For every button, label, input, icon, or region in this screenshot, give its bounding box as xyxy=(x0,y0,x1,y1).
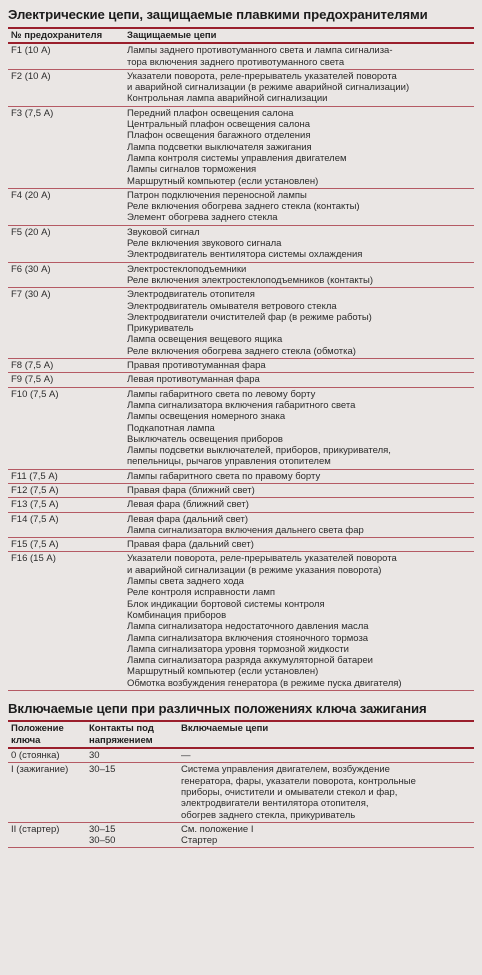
switched-circuits-column-header: Включаемые цепи xyxy=(181,723,269,735)
circuit-line: приборы, очистители и омыватели стекол и фар, xyxy=(181,786,398,798)
ignition-table-body xyxy=(8,748,474,848)
table-row xyxy=(8,483,474,497)
circuit-line: Плафон освещения багажного отделения xyxy=(127,130,311,142)
circuit-line: пепельницы, рычагов управления отопителем xyxy=(127,456,331,468)
fuse-id: F1 (10 А) xyxy=(11,45,51,57)
table-row xyxy=(8,387,474,469)
ignition-table-header xyxy=(8,721,474,748)
circuits-column-header: Защищаемые цепи xyxy=(127,30,217,41)
circuit-line: Лампа контроля системы управления двигателем xyxy=(127,152,347,164)
table-row xyxy=(8,822,474,848)
circuit-line: Маршрутный компьютер (если установлен) xyxy=(127,666,319,678)
circuit-line: Лампы подсветки выключателей, приборов, прикуривателя, xyxy=(127,445,391,457)
circuit-line: Выключатель освещения приборов xyxy=(127,433,283,445)
switched-circuits xyxy=(178,822,474,848)
circuit-line: Лампы сигналов торможения xyxy=(127,164,257,176)
circuit-line: и аварийной сигнализации (в режиме аварийной сигнализации) xyxy=(127,82,410,94)
circuit-line: Маршрутный компьютер (если установлен) xyxy=(127,175,319,187)
table-row xyxy=(8,262,474,288)
circuit-line: Правая противотуманная фара xyxy=(127,360,266,372)
table-row xyxy=(8,552,474,691)
circuit-line: Комбинация приборов xyxy=(127,609,227,621)
circuit-line: Лампа сигнализатора включения дальнего света фар xyxy=(127,524,364,536)
circuit-line: Реле включения электростеклоподъемников (контакты) xyxy=(127,274,373,286)
circuit-line: обогрев заднего стекла, прикуриватель xyxy=(181,809,356,821)
circuit-line: Прикуриватель xyxy=(127,323,194,335)
circuit-line: Правая фара (ближний свет) xyxy=(127,484,255,496)
fuse-id: F7 (30 А) xyxy=(11,289,51,301)
circuit-line: Лампа освещения вещевого ящика xyxy=(127,334,283,346)
position-header-line: Положение xyxy=(11,723,64,735)
protected-circuits xyxy=(124,483,474,497)
protected-circuits xyxy=(124,262,474,288)
table-row xyxy=(8,43,474,69)
key-position: 0 (стоянка) xyxy=(11,750,60,762)
circuit-line: Центральный плафон освещения салона xyxy=(127,119,311,131)
protected-circuits xyxy=(124,387,474,469)
circuit-line: См. положение I xyxy=(181,823,254,835)
contact-line: 30–50 xyxy=(89,835,116,847)
circuit-line: Реле включения обогрева заднего стекла (обмотка) xyxy=(127,345,356,357)
fuse-id: F4 (20 А) xyxy=(11,189,51,201)
circuit-line: Реле включения звукового сигнала xyxy=(127,238,282,250)
circuit-line: Лампы заднего противотуманного света и лампа сигнализа- xyxy=(127,45,393,57)
protected-circuits xyxy=(124,469,474,483)
table-row xyxy=(8,469,474,483)
circuit-line: Стартер xyxy=(181,835,218,847)
contacts-column-header xyxy=(86,721,178,748)
protected-circuits xyxy=(124,373,474,387)
circuit-line: Звуковой сигнал xyxy=(127,226,200,238)
circuit-line: Передний плафон освещения салона xyxy=(127,107,294,119)
contacts-header-line: Контакты под xyxy=(89,723,154,735)
protected-circuits xyxy=(124,359,474,373)
table-row xyxy=(8,225,474,262)
table-row xyxy=(8,498,474,512)
energized-contacts xyxy=(86,763,178,822)
protected-circuits xyxy=(124,225,474,262)
circuit-line: Лампа сигнализатора включения стояночного тормоза xyxy=(127,632,369,644)
table-row xyxy=(8,69,474,106)
table-row xyxy=(8,512,474,538)
protected-circuits xyxy=(124,43,474,69)
fuse-table-header xyxy=(8,28,474,43)
fuse-table-title: Электрические цепи, защищаемые плавкими предохранителями xyxy=(8,7,428,22)
energized-contacts xyxy=(86,822,178,848)
circuit-line: Лампа сигнализатора уровня тормозной жидкости xyxy=(127,643,349,655)
circuit-line: Патрон подключения переносной лампы xyxy=(127,189,307,201)
circuit-line: Лампа сигнализатора включения габаритного света xyxy=(127,399,356,411)
protected-circuits xyxy=(124,106,474,188)
switched-circuits xyxy=(178,763,474,822)
fuse-id: F6 (30 А) xyxy=(11,263,51,275)
contact-line: 30–15 xyxy=(89,764,116,776)
fuse-id: F16 (15 А) xyxy=(11,553,56,565)
circuit-line: Левая фара (ближний свет) xyxy=(127,499,249,511)
table-row xyxy=(8,288,474,359)
circuit-line: Электродвигатель вентилятора системы охлаждения xyxy=(127,249,363,261)
circuit-line: Контрольная лампа аварийной сигнализации xyxy=(127,93,328,105)
protected-circuits xyxy=(124,538,474,552)
contact-line: 30 xyxy=(89,750,100,762)
circuit-line: Система управления двигателем, возбуждение xyxy=(181,764,390,776)
circuit-line: Электродвигатели очистителей фар (в режиме работы) xyxy=(127,311,372,323)
ignition-table-title: Включаемые цепи при различных положениях ключа зажигания xyxy=(8,701,427,717)
table-row xyxy=(8,763,474,822)
circuit-line: и аварийной сигнализации (в режиме указания поворота) xyxy=(127,564,382,576)
contacts-header-line: напряжением xyxy=(89,734,153,746)
table-row xyxy=(8,538,474,552)
fuse-id: F9 (7,5 А) xyxy=(11,374,54,386)
ignition-table xyxy=(8,720,474,848)
circuit-line: Лампы освещения номерного знака xyxy=(127,411,286,423)
circuit-line: Электродвигатель омывателя ветрового стекла xyxy=(127,300,337,312)
energized-contacts xyxy=(86,748,178,763)
circuit-line: Электростеклоподъемники xyxy=(127,263,247,275)
circuit-line: Левая противотуманная фара xyxy=(127,374,260,386)
circuit-line: Подкапотная лампа xyxy=(127,422,215,434)
circuit-line: тора включения заднего противотуманного света xyxy=(127,56,345,68)
protected-circuits xyxy=(124,188,474,225)
protected-circuits xyxy=(124,512,474,538)
circuit-line: Реле включения обогрева заднего стекла (контакты) xyxy=(127,201,360,213)
circuit-line: Указатели поворота, реле-прерыватель указателей поворота xyxy=(127,553,397,565)
circuit-line: Левая фара (дальний свет) xyxy=(127,513,248,525)
key-position: II (стартер) xyxy=(11,823,60,835)
circuit-line: Элемент обогрева заднего стекла xyxy=(127,212,278,224)
position-header-line: ключа xyxy=(11,734,41,746)
circuit-line: Лампы габаритного света по левому борту xyxy=(127,388,316,400)
key-position: I (зажигание) xyxy=(11,764,69,776)
circuit-line: Блок индикации бортовой системы контроля xyxy=(127,598,325,610)
fuse-id: F5 (20 А) xyxy=(11,226,51,238)
fuse-id: F3 (7,5 А) xyxy=(11,107,54,119)
circuit-line: Электродвигатель отопителя xyxy=(127,289,255,301)
circuit-line: Лампы света заднего хода xyxy=(127,576,244,588)
fuse-id: F14 (7,5 А) xyxy=(11,513,59,525)
circuit-line: Лампа сигнализатора недостаточного давления масла xyxy=(127,621,369,633)
table-row xyxy=(8,106,474,188)
fuse-id: F10 (7,5 А) xyxy=(11,388,59,400)
position-column-header xyxy=(8,721,86,748)
circuit-line: Лампа подсветки выключателя зажигания xyxy=(127,141,312,153)
fuse-id: F12 (7,5 А) xyxy=(11,484,59,496)
table-row xyxy=(8,188,474,225)
table-row xyxy=(8,748,474,763)
circuit-line: Лампа сигнализатора разряда аккумуляторной батареи xyxy=(127,655,373,667)
table-row xyxy=(8,359,474,373)
protected-circuits xyxy=(124,552,474,691)
circuit-line: Указатели поворота, реле-прерыватель указателей поворота xyxy=(127,70,397,82)
protected-circuits xyxy=(124,498,474,512)
fuse-id: F15 (7,5 А) xyxy=(11,539,59,551)
fuse-table xyxy=(8,27,474,691)
fuse-id: F13 (7,5 А) xyxy=(11,499,59,511)
fuse-id: F11 (7,5 А) xyxy=(11,470,58,482)
circuit-line: Реле контроля исправности ламп xyxy=(127,587,276,599)
circuit-line: Правая фара (дальний свет) xyxy=(127,539,254,551)
table-row xyxy=(8,373,474,387)
protected-circuits xyxy=(124,288,474,359)
fuse-id: F2 (10 А) xyxy=(11,70,51,82)
switched-circuits xyxy=(178,748,474,763)
contact-line: 30–15 xyxy=(89,823,116,835)
fuse-column-header: № предохранителя xyxy=(11,30,103,41)
fuse-id: F8 (7,5 А) xyxy=(11,360,54,372)
protected-circuits xyxy=(124,69,474,106)
circuit-line: Лампы габаритного света по правому борту xyxy=(127,470,321,482)
circuit-line: Обмотка возбуждения генератора (в режиме пуска двигателя) xyxy=(127,677,402,689)
circuit-line: генератора, фары, указатели поворота, контрольные xyxy=(181,775,416,787)
circuit-line: — xyxy=(181,750,191,762)
circuit-line: электродвигатели вентилятора отопителя, xyxy=(181,798,369,810)
fuse-table-body xyxy=(8,43,474,690)
